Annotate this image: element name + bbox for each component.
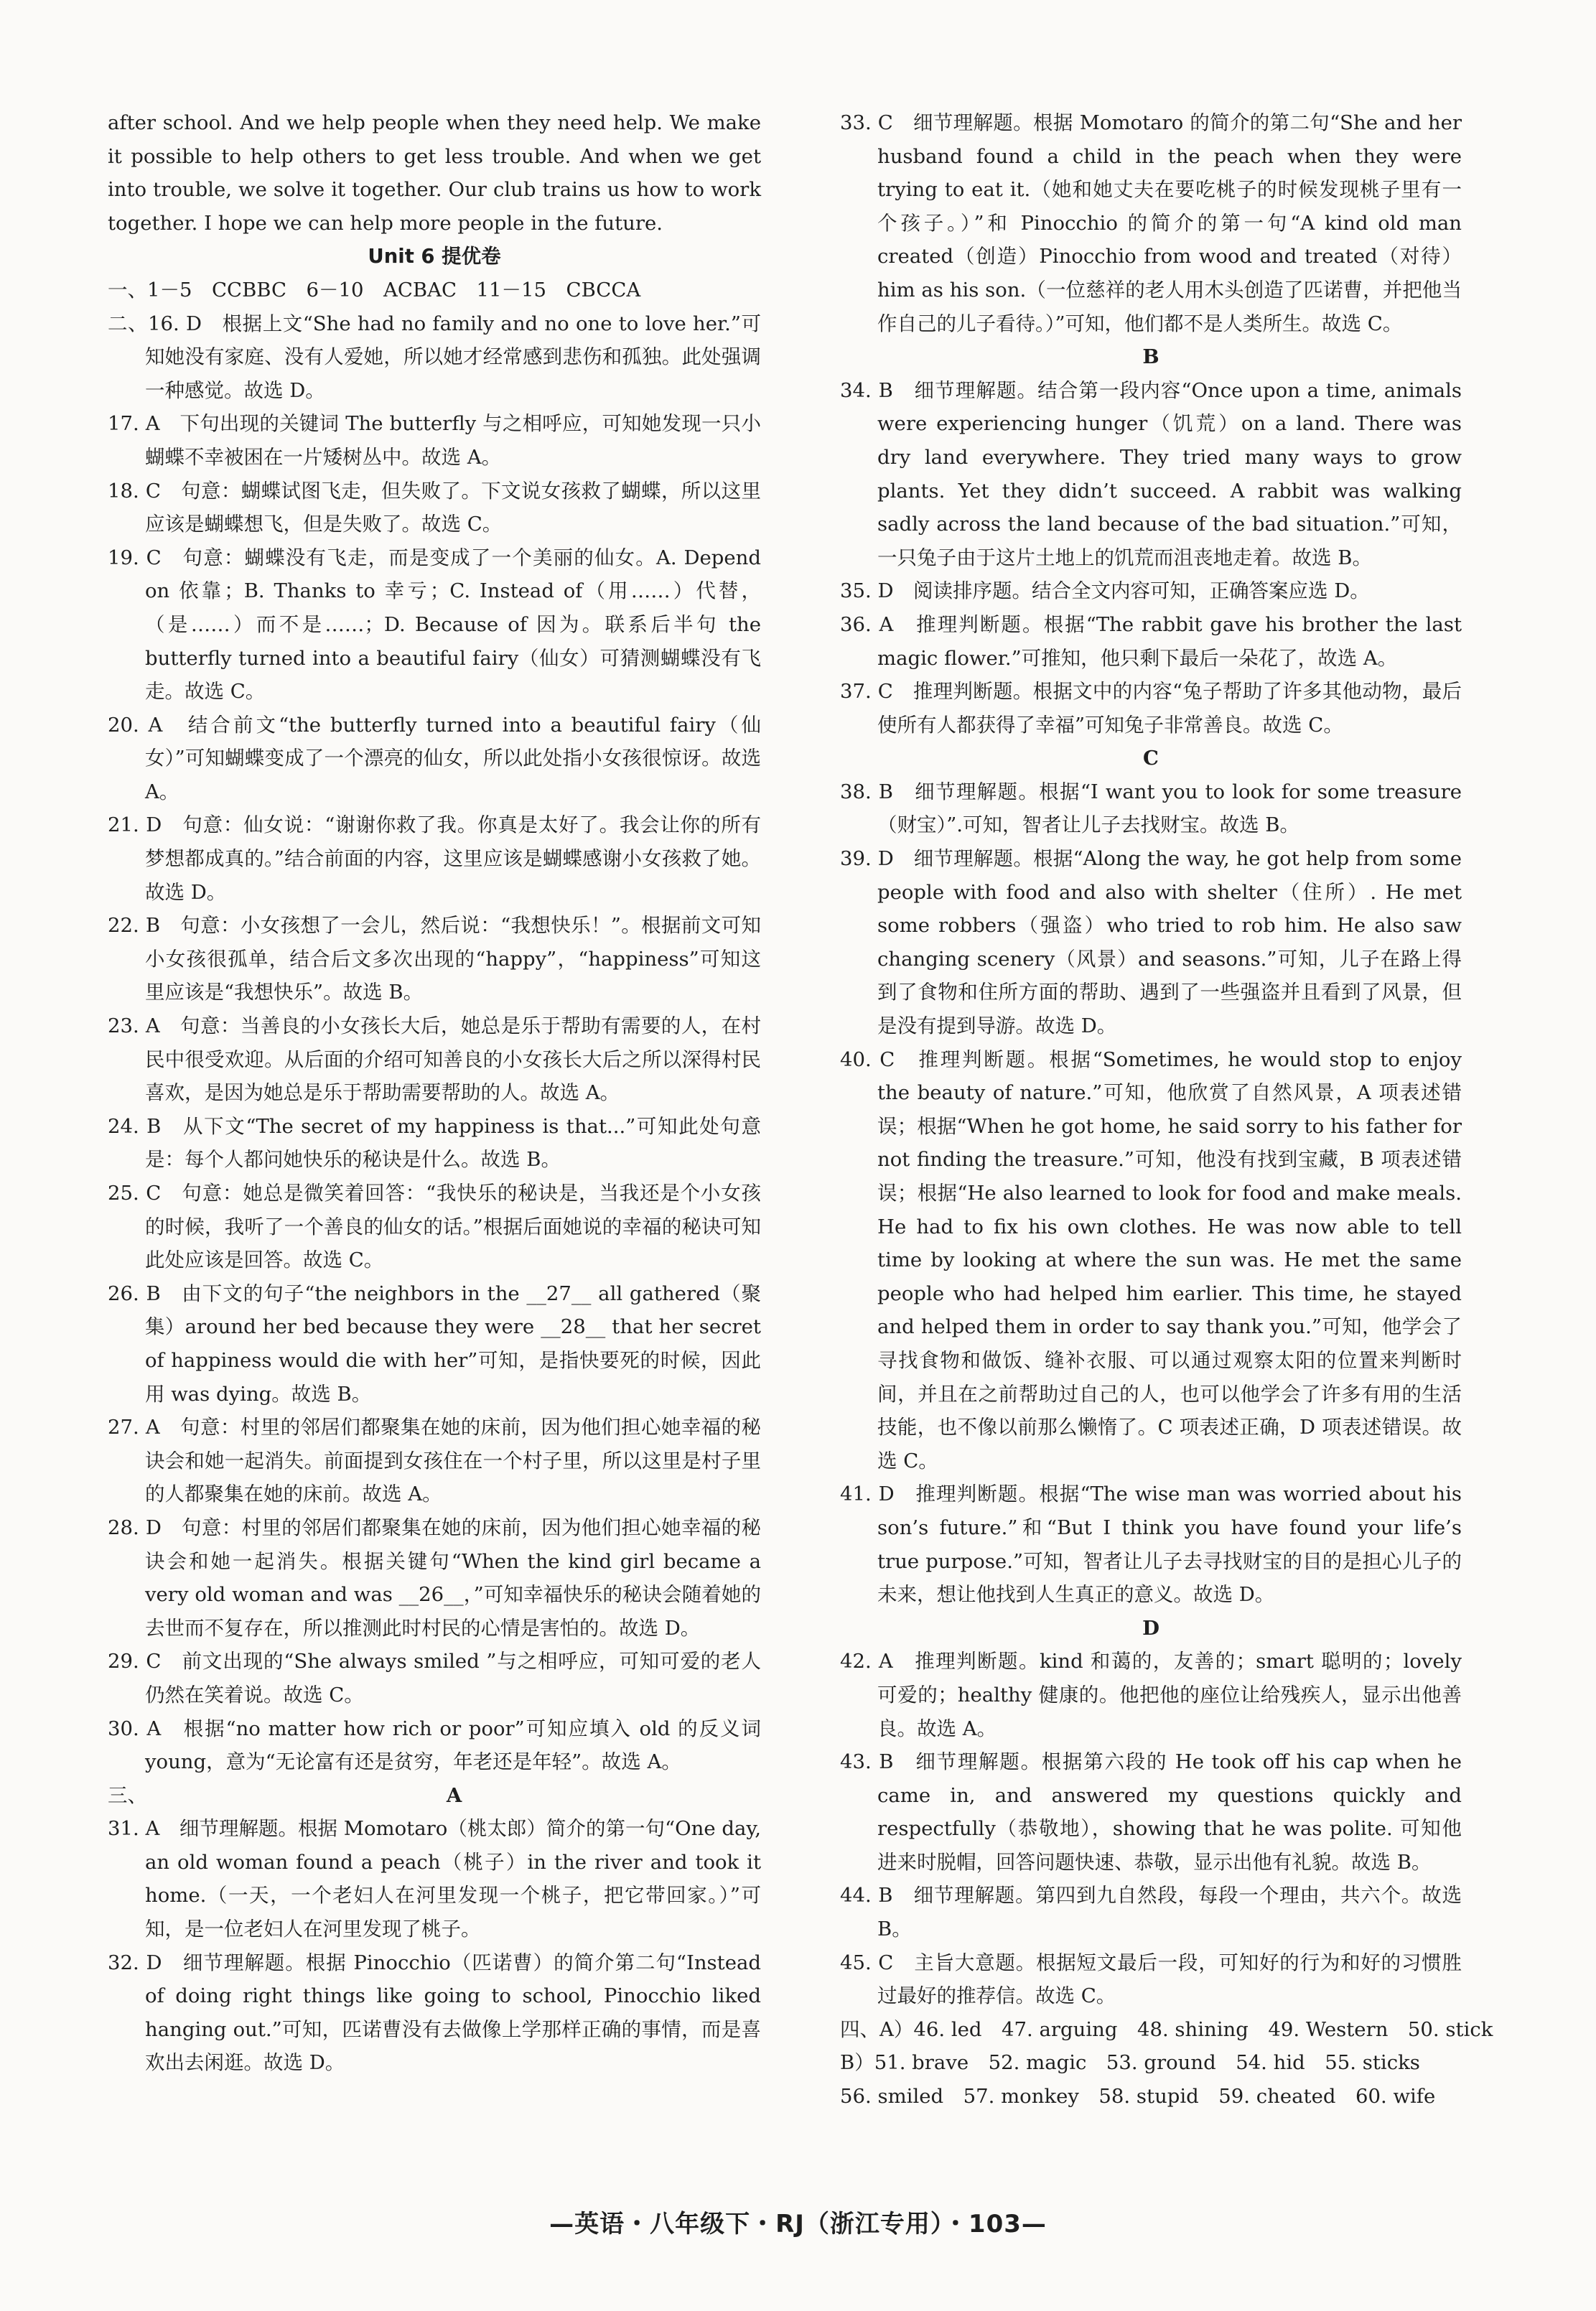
answer-line-1-15: 一、1－5 CCBBC 6－10 ACBAC 11－15 CBCCA bbox=[108, 278, 641, 302]
answer-item: 39. D 细节理解题。根据“Along the way, he got help from some people with food and also with shelter（住所）. He met some robbers（强盗）who tried to rob him. He also saw changing scenery（风景）and seasons.”可知，儿子在路上得到了食物和住所方面的帮助、遇到了一些强盗并且看到了风景，但是没有提到导游。故选 D。 bbox=[840, 847, 1462, 1038]
answer-item: 22. B 句意：小女孩想了一会儿，然后说：“我想快乐！”。根据前文可知小女孩很孤单，结合后文多次出现的“happy”，“happiness”可知这里应该是“我想快乐”。故选 B。 bbox=[108, 914, 761, 1004]
section-b-label: B bbox=[1142, 345, 1159, 369]
section-three-label: 三、 bbox=[108, 1783, 147, 1807]
answer-item: 35. D 阅读排序题。结合全文内容可知，正确答案应选 D。 bbox=[840, 579, 1370, 603]
word-answers-line-3: 56. smiled 57. monkey 58. stupid 59. cheated 60. wife bbox=[840, 2085, 1436, 2109]
answer-item: 23. A 句意：当善良的小女孩长大后，她总是乐于帮助有需要的人，在村民中很受欢迎。从后面的介绍可知善良的小女孩长大后之所以深得村民喜欢，是因为她总是乐于帮助需要帮助的人。故选 A。 bbox=[108, 1014, 761, 1105]
page-footer: —英语・八年级下・RJ（浙江专用）・103— bbox=[549, 2210, 1047, 2238]
answer-item: 28. D 句意：村里的邻居们都聚集在她的床前，因为他们担心她幸福的秘诀会和她一起消失。根据关键句“When the kind girl became a very old woman and was __26__，”可知幸福快乐的秘诀会随着她的去世而不复存在，所以推测此时村民的心情是害怕的。故选 D。 bbox=[108, 1516, 761, 1640]
answer-item: 29. C 前文出现的“She always smiled ”与之相呼应，可知可爱的老人仍然在笑着说。故选 C。 bbox=[108, 1650, 761, 1707]
answer-item: 41. D 推理判断题。根据“The wise man was worried about his son’s future.”和“But I think you have found your life’s true purpose.”可知，智者让儿子去寻找财宝的目的是担心儿子的未来，想让他找到人生真正的意义。故选 D。 bbox=[840, 1483, 1462, 1607]
answer-item: 二、16. D 根据上文“She had no family and no one to love her.”可知她没有家庭、没有人爱她，所以她才经常感到悲伤和孤独。此处强调一种感觉。故选 D。 bbox=[108, 312, 761, 402]
answer-item: 34. B 细节理解题。结合第一段内容“Once upon a time, animals were experiencing hunger（饥荒）on a land. There was dry land everywhere. They tried many ways to grow plants. Yet they didn’t succeed. A rabbit was walking sadly across the land because of the bad situation.”可知，一只兔子由于这片土地上的饥荒而沮丧地走着。故选 B。 bbox=[840, 378, 1462, 569]
answer-item: 20. A 结合前文“the butterfly turned into a beautiful fairy（仙女）”可知蝴蝶变成了一个漂亮的仙女，所以此处指小女孩很惊讶。故选 A。 bbox=[108, 713, 761, 803]
answer-item: 33. C 细节理解题。根据 Momotaro 的简介的第二句“She and her husband found a child in the peach when they were trying to eat it.（她和她丈夫在要吃桃子的时候发现桃子里有一个孩子。）”和 Pinocchio 的简介的第一句“A kind old man created（创造）Pinocchio from wood and treated（对待）him as his son.（一位慈祥的老人用木头创造了匹诺曹，并把他当作自己的儿子看待。）”可知，他们都不是人类所生。故选 C。 bbox=[840, 111, 1462, 335]
answer-item: 43. B 细节理解题。根据第六段的 He took off his cap when he came in, and answered my questions quickly and respectfully（恭敬地），showing that he was polite. 可知他进来时脱帽，回答问题快速、恭敬，显示出他有礼貌。故选 B。 bbox=[840, 1750, 1462, 1874]
left-column bbox=[108, 106, 761, 2080]
answer-item: 25. C 句意：她总是微笑着回答：“我快乐的秘诀是，当我还是个小女孩的时候，我听了一个善良的仙女的话。”根据后面她说的幸福的秘诀可知此处应该是回答。故选 C。 bbox=[108, 1182, 761, 1272]
answer-item: 31. A 细节理解题。根据 Momotaro（桃太郎）简介的第一句“One day, an old woman found a peach（桃子）in the river and took it home.（一天，一个老妇人在河里发现一个桃子，把它带回家。）”可知，是一位老妇人在河里发现了桃子。 bbox=[108, 1817, 761, 1941]
answer-item: 24. B 从下文“The secret of my happiness is that...”可知此处句意是：每个人都问她快乐的秘诀是什么。故选 B。 bbox=[108, 1114, 761, 1172]
word-answers-line-1: 四、A）46. led 47. arguing 48. shining 49. Western 50. stick bbox=[840, 2017, 1493, 2041]
answer-item: 26. B 由下文的句子“the neighbors in the __27__ all gathered（聚集）around her bed because they were __28__ that her secret of happiness would die with her”可知，是指快要死的时候，因此用 was dying。故选 B。 bbox=[108, 1281, 761, 1406]
section-a-label: A bbox=[446, 1783, 462, 1807]
intro-paragraph: after school. And we help people when they need help. We make it possible to help others to get less trouble. And when we get into trouble, we solve it together. Our club trains us how to work together. I hope we can help more people in the future. bbox=[108, 111, 761, 235]
section-d-label: D bbox=[1142, 1616, 1159, 1640]
answer-item: 17. A 下句出现的关键词 The butterfly 与之相呼应，可知她发现一只小蝴蝶不幸被困在一片矮树丛中。故选 A。 bbox=[108, 412, 761, 469]
answer-item: 40. C 推理判断题。根据“Sometimes, he would stop to enjoy the beauty of nature.”可知，他欣赏了自然风景，A 项表述错误；根据“When he got home, he said sorry to his father for not finding the treasure.”可知，他没有找到宝藏，B 项表述错误；根据“He also learned to look for food and make meals. He had to fix his own clothes. He was now able to tell time by looking at where the sun was. He met the same people who had helped him earlier. This time, he stayed and helped them in order to say thank you.”可知，他学会了寻找食物和做饭、缝补衣服、可以通过观察太阳的位置来判断时间，并且在之前帮助过自己的人，也可以他学会了许多有用的生活技能，也不像以前那么懒惰了。C 项表述正确，D 项表述错误。故选 C。 bbox=[840, 1047, 1462, 1472]
answer-item: 21. D 句意：仙女说：“谢谢你救了我。你真是太好了。我会让你的所有梦想都成真的。”结合前面的内容，这里应该是蝴蝶感谢小女孩救了她。故选 D。 bbox=[108, 813, 761, 904]
answer-item: 32. D 细节理解题。根据 Pinocchio（匹诺曹）的简介第二句“Instead of doing right things like going to school, Pinocchio liked hanging out.”可知，匹诺曹没有去做像上学那样正确的事情，而是喜欢出去闲逛。故选 D。 bbox=[108, 1951, 761, 2075]
left-items bbox=[108, 307, 761, 1779]
answer-item: 27. A 句意：村里的邻居们都聚集在她的床前，因为他们担心她幸福的秘诀会和她一起消失。前面提到女孩住在一个村子里，所以这里是村子里的人都聚集在她的床前。故选 A。 bbox=[108, 1416, 761, 1506]
unit-title: Unit 6 提优卷 bbox=[368, 245, 501, 269]
right-column bbox=[840, 106, 1493, 2114]
answer-item: 36. A 推理判断题。根据“The rabbit gave his brother the last magic flower.”可推知，他只剩下最后一朵花了，故选 A。 bbox=[840, 612, 1462, 670]
answer-item: 44. B 细节理解题。第四到九自然段，每段一个理由，共六个。故选 B。 bbox=[840, 1884, 1462, 1941]
answer-item: 19. C 句意：蝴蝶没有飞走，而是变成了一个美丽的仙女。A. Depend on 依靠；B. Thanks to 幸亏；C. Instead of（用……）代替，（是……）而不是……；D. Because of 因为。联系后半句 the butterfly turned into a beautiful fairy（仙女）可猜测蝴蝶没有飞走。故选 C。 bbox=[108, 546, 761, 704]
section-three-header bbox=[108, 1779, 761, 1813]
section-c-label: C bbox=[1143, 747, 1159, 770]
answer-item: 37. C 推理判断题。根据文中的内容“兔子帮助了许多其他动物，最后使所有人都获得了幸福”可知兔子非常善良。故选 C。 bbox=[840, 680, 1462, 737]
answer-item: 30. A 根据“no matter how rich or poor”可知应填入 old 的反义词 young，意为“无论富有还是贫穷，年老还是年轻”。故选 A。 bbox=[108, 1717, 761, 1774]
answer-item: 45. C 主旨大意题。根据短文最后一段，可知好的行为和好的习惯胜过最好的推荐信。故选 C。 bbox=[840, 1951, 1462, 2008]
word-answers-line-2: B）51. brave 52. magic 53. ground 54. hid 55. sticks bbox=[840, 2051, 1420, 2075]
answer-item: 38. B 细节理解题。根据“I want you to look for some treasure（财宝）”.可知，智者让儿子去找财宝。故选 B。 bbox=[840, 780, 1462, 837]
answer-item: 18. C 句意：蝴蝶试图飞走，但失败了。下文说女孩救了蝴蝶，所以这里应该是蝴蝶想飞，但是失败了。故选 C。 bbox=[108, 479, 761, 536]
answer-item: 42. A 推理判断题。kind 和蔼的，友善的；smart 聪明的；lovely 可爱的；healthy 健康的。他把他的座位让给残疾人，显示出他善良。故选 A。 bbox=[840, 1650, 1462, 1740]
